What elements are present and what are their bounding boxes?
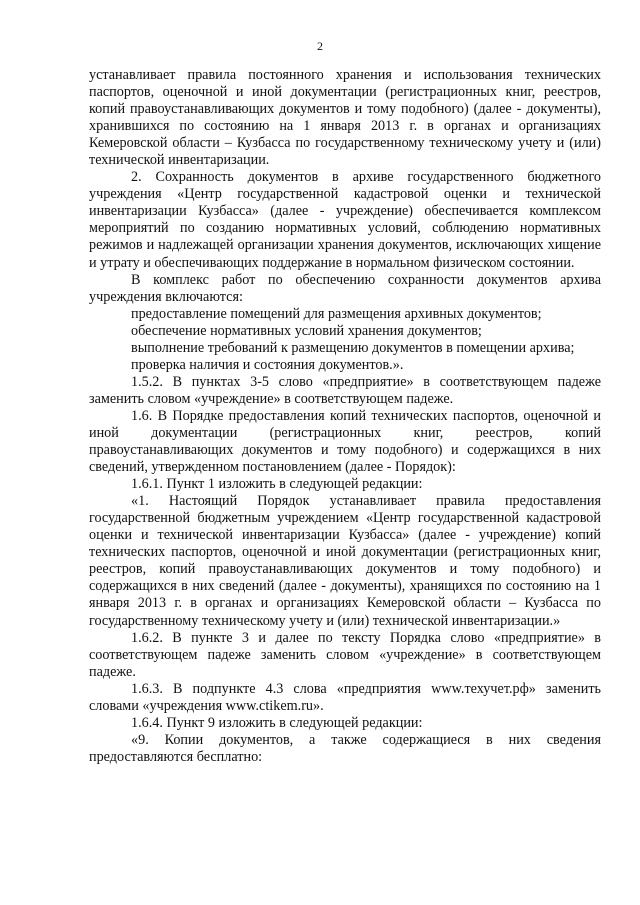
document-body xyxy=(89,67,601,766)
paragraph-new-item-1: «1. Настоящий Порядок устанавливает правила предоставления государственной бюджетным учреждением «Центр государственной кадастровой оценки и технической инвентаризации Кузбасса» (далее - учреждение) копий технических паспортов, оценочной и иной документации (регистрационных книг, реестров, копий правоустанавливающих документов и тому подобного) и содержащихся в них сведений (далее - документы), хранящихся по состоянию на 1 января 2013 г. в органах и организациях Кемеровской области – Кузбасса по государственному техническому учету и (или) технической инвентаризации.» xyxy=(89,493,601,629)
paragraph-1-5-2: 1.5.2. В пунктах 3-5 слово «предприятие» в соответствующем падеже заменить словом «учреждение» в соответствующем падеже. xyxy=(89,373,601,407)
paragraph-complex-works: В комплекс работ по обеспечению сохранности документов архива учреждения включаются: xyxy=(89,271,601,305)
page-number: 2 xyxy=(317,39,323,53)
paragraph-1-6-3: 1.6.3. В подпункте 4.3 слова «предприятия www.техучет.рф» заменить словами «учреждения www.ctikem.ru». xyxy=(89,680,601,714)
paragraph-1-6: 1.6. В Порядке предоставления копий технических паспортов, оценочной и иной документации (регистрационных книг, реестров, копий правоустанавливающих документов и тому подобного) и содержащихся в них сведений, утвержденном постановлением (далее - Порядок): xyxy=(89,407,601,476)
list-item-premises: предоставление помещений для размещения архивных документов; xyxy=(131,305,542,322)
paragraph-1-6-4: 1.6.4. Пункт 9 изложить в следующей редакции: xyxy=(131,714,423,731)
paragraph-1-6-1: 1.6.1. Пункт 1 изложить в следующей редакции: xyxy=(131,476,423,493)
paragraph-1-6-2: 1.6.2. В пункте 3 и далее по тексту Порядка слово «предприятие» в соответствующем падеже заменить словом «учреждение» в соответствующем падеже. xyxy=(89,629,601,680)
list-item-requirements: выполнение требований к размещению документов в помещении архива; xyxy=(131,339,575,356)
list-item-inspection: проверка наличия и состояния документов.». xyxy=(131,356,404,373)
paragraph-continuation: устанавливает правила постоянного хранения и использования технических паспортов, оценочной и иной документации (регистрационных книг, реестров, копий правоустанавливающих документов и тому подобного) (далее - документы), хранившихся по состоянию на 1 января 2013 г. в органах и организациях Кемеровской области – Кузбасса по государственному техническому учету и (или) технической инвентаризации. xyxy=(89,67,601,169)
paragraph-new-item-9: «9. Копии документов, а также содержащиеся в них сведения предоставляются бесплатно: xyxy=(89,731,601,765)
list-item-conditions: обеспечение нормативных условий хранения документов; xyxy=(131,322,482,339)
paragraph-item-2: 2. Сохранность документов в архиве государственного бюджетного учреждения «Центр государственной кадастровой оценки и технической инвентаризации Кузбасса» (далее - учреждение) обеспечивается комплексом мероприятий по созданию нормативных условий, соблюдению нормативных режимов и надлежащей организации хранения документов, исключающих хищение и утрату и обеспечивающих поддержание в нормальном физическом состоянии. xyxy=(89,169,601,271)
